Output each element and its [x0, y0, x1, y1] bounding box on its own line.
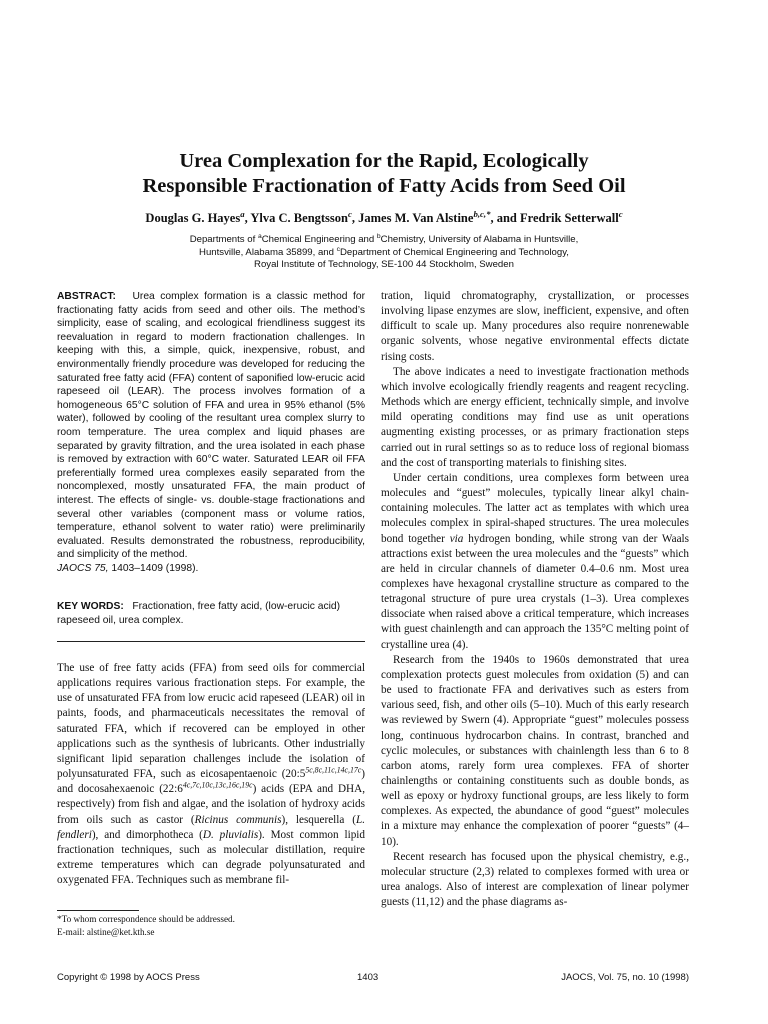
author: Ylva C. Bengtsson$^c$, — [250, 208, 359, 225]
body-column-left — [57, 661, 365, 888]
body-paragraph: Recent research has focused upon the physical chemistry, e.g., molecular structure (2,3) related to complexes formed with urea or urea analogs. Also of interest are complexation of linear polymer guests (11,12) and the phase diagrams as- — [381, 850, 689, 909]
keywords-text: Fractionation, free fatty acid, (low-erucic acid) rapeseed oil, urea complex. — [57, 601, 341, 626]
author-list — [40, 210, 728, 226]
abstract-label: ABSTRACT: — [57, 291, 116, 302]
body-column-right — [381, 289, 689, 910]
correspondence-footnote: *To whom correspondence should be addressed. E-mail: alstine@ket.kth.se — [57, 913, 365, 938]
author-email: E-mail: alstine@ket.kth.se — [57, 926, 155, 937]
footnote-divider — [57, 910, 139, 911]
body-paragraph: The above indicates a need to investigate fractionation methods which involve ecologically friendly reagents and reagent recycling. Methods which are energy efficient, technically simple, and involve mild operating conditions may find use as unit operations augmenting existing processes, or as primary fractionation steps carried out in rural settings so as to reduce loss of regional biomass and the cost of transporting materials to finishing sites. — [381, 365, 689, 469]
affiliations: Departments of $^a$Chemical Engineering and $^b$Chemistry, University of Alabama in Huntsville, Huntsville, Alabama 35899, and $^c$Department of Chemical Engineering and Technology, Royal Institute of Technology, SE-100 44 Stockholm, Sweden — [189, 232, 579, 270]
page-number: 1403 — [357, 972, 379, 983]
section-divider — [57, 641, 365, 642]
author: Fredrik Setterwall$^c$ — [519, 208, 623, 225]
keywords-label: KEY WORDS: — [57, 601, 124, 612]
body-paragraph: Research from the 1940s to 1960s demonstrated that urea complexation protects guest molecules from oxidation (5) and can be used to fractionate FFA and derivatives such as esters from various seed, fish, and other oils (5–10). Much of this early research was reviewed by Swern (4). Appropriate “guest” molecules possess long, continuous hydrocarbon chains. In contrast, branched and cyclic molecules, or substances with chainlength less than 6 to 8 carbon atoms, rarely form urea complexes. FFA of shorter chainlengths or containing constituents such as double bonds, as well as epoxy or hydroxy functional groups, are less likely to form complexes. As expected, the abundance of good “guest” molecules in a mixture may enhance the complexation of poorer “guests” (4–10). — [381, 653, 689, 848]
title-line-2: Responsible Fractionation of Fatty Acids from Seed Oil — [142, 175, 626, 197]
title-line-1: Urea Complexation for the Rapid, Ecologically — [179, 150, 589, 172]
abstract-text: Urea complex formation is a classic method for fractionating fatty acids from seed and other oils. The method’s simplicity, ease of scaling, and ecological friendliness suggest its reevaluation in regard to modern fractionation challenges. In keeping with this, a simple, quick, inexpensive, robust, and environmentally friendly procedure was developed for reducing the saturated free fatty acid (FFA) content of saponified low-erucic acid rapeseed oil (LEAR). The process involves formation of a homogeneous 65°C solution of FFA and urea in 95% ethanol (5% water), followed by cooling of the resultant urea complex slurry to room temperature. The urea complex and liquid phases are separated by gravity filtration, and the urea isolated in each phase is removed by extraction with 60°C water. Saturated LEAR oil FFA preferentially formed urea complexes easily separated from the noncomplexed, mostly unsaturated FFA, the main product of interest. The effects of single- vs. double-stage fractionations and several other variables (component mass or volume ratios, temperature, ethanol solvent to water ratio) were preliminarily evaluated. Results demonstrated the robustness, reproducibility, and simplicity of the method. — [57, 291, 365, 561]
page-footer — [57, 972, 689, 986]
author: Douglas G. Hayes$^a$, — [145, 208, 251, 225]
abstract — [57, 290, 365, 575]
journal-reference: JAOCS, Vol. 75, no. 10 (1998) — [561, 972, 689, 983]
body-paragraph: tration, liquid chromatography, crystallization, or processes involving lipase enzymes are slow, inefficient, expensive, and often difficult to scale up. Many procedures also require nonrenewable organic solvents, whose negative environmental effects dictate rising costs. — [381, 290, 689, 363]
paper-title — [60, 149, 708, 199]
keywords — [57, 600, 365, 627]
copyright-notice: Copyright © 1998 by AOCS Press — [57, 972, 200, 983]
body-paragraph: Under certain conditions, urea complexes form between urea molecules and “guest” molecules, typically linear alkyl chain-containing molecules. The latter act as templates with which urea molecules complex in spiral-shaped structures. The urea molecules bond together via hydrogen bonding, while strong van der Waals attractions exist between the urea molecules and the “guests” which are held in circular channels of diameter 0.4–0.6 nm. Most urea complexes have hexagonal crystalline structure as compared to the tetragonal structure of pure urea crystals (1–3). Urea complexes dissociate when raised above a critical temperature, which increases with guest chainlength and can approach the 135°C melting point of crystalline urea (4). — [381, 471, 689, 651]
author: James M. Van Alstine$^{b,c,*}$, and — [358, 208, 520, 225]
intro-paragraph: The use of free fatty acids (FFA) from seed oils for commercial applications requires various fractionation steps. For example, the use of unsaturated FFA from low erucic acid rapeseed (LEAR) oil in paints, foods, and pharmaceuticals necessitates the removal of saturated FFA, which if recovered can be employed in other applications such as the synthesis of lubricants. Other industrially significant lipid separation challenges include the isolation of polyunsaturated FFA, such as eicosapentaenoic $(20:5^{5c,8c,11c,14c,17c})$ and docosahexaenoic $(22:6^{4c,7c,10c,13c,16c,19c})$ acids (EPA and DHA, respectively) from fish and algae, and the isolation of hydroxy acids from oils such as castor (Ricinus communis), lesquerella (L. fendleri), and dimorphotheca (D. pluvialis). Most common lipid fractionation techniques, such as molecular distillation, require extreme temperatures which can degrade polyunsaturated and oxygenated FFA. Techniques such as membrane fil- — [57, 662, 365, 887]
abstract-citation: JAOCS 75, 1403–1409 (1998). — [57, 562, 199, 574]
